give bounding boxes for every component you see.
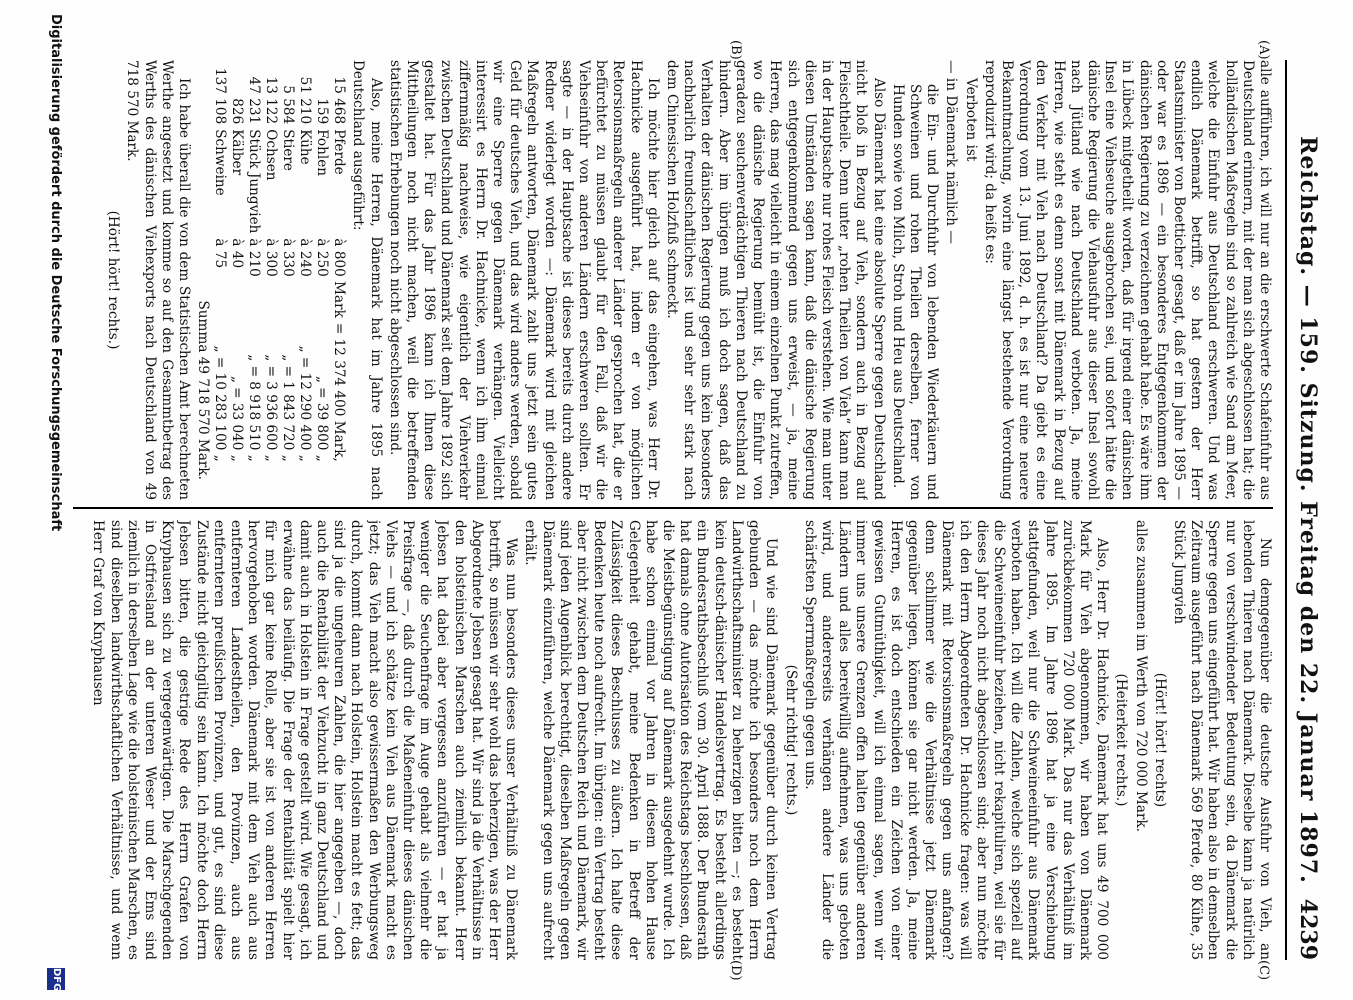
dfg-logo: DFG [47, 968, 65, 990]
livestock-item: Pferde [331, 129, 348, 175]
livestock-price: à 75 [212, 238, 229, 269]
table-row [330, 68, 347, 467]
livestock-item: Ochsen [263, 129, 280, 181]
table-row [296, 68, 313, 467]
reaction: (Hört! hört! rechts) [1151, 672, 1168, 808]
reaction: (Hört! hört! rechts.) [105, 210, 122, 350]
paragraph: — in Dänemark nämlich — [943, 60, 960, 244]
livestock-total: „ = 8 918 510 „ [246, 354, 263, 462]
livestock-total: „ = 12 290 400 „ [297, 345, 314, 462]
table-row [211, 68, 228, 467]
digitization-credit: Digitalisierung gefördert durch die Deutsche Forschungsgemeinschaft [48, 14, 63, 532]
livestock-price: à 300 [263, 238, 280, 277]
livestock-count: 47 231 [246, 76, 263, 125]
reaction: (Heiterkeit rechts.) [1113, 673, 1130, 807]
livestock-price: à 250 [314, 238, 331, 277]
livestock-count: 137 108 [212, 68, 229, 125]
paragraph: Ich habe überall die von dem Statistischen Amt berechneten Werthe angesetzt und komme so auf den Gesammtbetrag des Werths des dänischen Viehexports nach Deutschland von 49 718 570 Mark. [124, 60, 193, 500]
livestock-total: „ = 10 283 100 „ [212, 345, 229, 462]
margin-marker-c: (C) [1256, 960, 1271, 981]
livestock-item: Stück Jungvieh [246, 129, 263, 234]
column-rule [73, 507, 1273, 509]
table-row [245, 68, 262, 467]
livestock-price: à 40 [229, 238, 246, 269]
livestock-count: 51 210 [297, 76, 314, 125]
page-footer [41, 0, 63, 1000]
page-header [1285, 60, 1323, 960]
paragraph: Nun demgegenüber die deutsche Ausfuhr von Vieh, an lebenden Thieren nach Dänemark. Dieselbe kann ja natürlich nur von verschwindender Bedeutung sein, da Dänemark die Sperre gegen uns eingeführt hat. Wir haben also in demselben Zeitraum ausgeführt nach Dänemark 569 Pferde, 80 Kühe, 35 Stück Jungvieh [1170, 520, 1273, 960]
margin-marker-b: (B) [728, 40, 743, 60]
livestock-count: 5 584 [280, 85, 297, 125]
table-row [313, 68, 330, 467]
livestock-sum: Summa 49 718 570 Mark. [195, 300, 212, 480]
table-row [228, 68, 245, 467]
livestock-count: 826 [229, 98, 246, 125]
paragraph: alles zusammen im Werth von 720 000 Mark. [1132, 520, 1149, 833]
quotation: die Ein- und Durchfuhr von lebenden Wiederkäuern und Schweinen und rohen Theilen derselben, ferner von Hunden sowie von Milch, Stroh und Heu aus Deutschland. [889, 84, 941, 500]
livestock-count: 159 [314, 98, 331, 125]
livestock-price: à 210 [246, 238, 263, 277]
paragraph: Ich möchte hier gleich auf das eingehen, was Herr Dr. Hachnicke ausgeführt hat, indem er von möglichen Retorsionsmaßregeln anderer Länder gesprochen hat, die er befürchtet zu müssen glaubt für den Fall, daß wir die Viehseinfuhr von anderen Ländern erschweren sollten. Er sagte — in der Hauptsache ist dieses bereits durch andere Redner widerlegt worden —: Dänemark wird mit gleichen Maßregeln antworten, Dänemark zahlt uns jetzt sein gutes Geld für deutsches Vieh, und das wird anders werden, sobald wir eine Sperre gegen Dänemark verhängen. Vielleicht interessirt es Herrn Dr. Hachnicke, wenn ich ihm einmal ziffernmäßig nachweise, wie eigentlich der Viehverkehr zwischen Deutschland und Dänemark seit dem Jahre 1892 sich gestaltet hat. Für das Jahr 1896 kann ich Ihnen diese Mittheilungen noch nicht machen, weil die betreffenden statistischen Erhebungen noch nicht abgeschlossen sind. [386, 60, 661, 500]
livestock-item: Kälber [229, 129, 246, 176]
right-column [83, 520, 1273, 960]
livestock-item: Stiere [280, 129, 297, 171]
livestock-price: à 800 Mark [331, 238, 348, 318]
livestock-price: à 330 [280, 238, 297, 277]
table-row [279, 68, 296, 467]
margin-marker-d: (D) [728, 960, 743, 981]
livestock-total: „ = 39 800 „ [314, 375, 331, 462]
livestock-count: 15 468 [331, 76, 348, 125]
page-number: 4239 [1295, 898, 1321, 960]
paragraph: Also Dänemark hat eine absolute Sperre gegen Deutschland nicht bloß in Bezug auf Vieh, sondern auch in Bezug auf Fleischtheile. Denn unter „rohen Theilen von Vieh“ kann man in der Hauptsache nur rohes Fleisch verstehen. Wie man unter diesen Umständen sagen kann, daß die dänische Regierung sich entgegenkommend gegen uns erweist, — ja, meine Herren, das mag vielleicht in einem einzelnen Punkt zutreffen, wo die dänische Regierung bemüht ist, die Einfuhr von geradezu seuchenverdächtigen Thieren nach Deutschland zu hindern. Aber im übrigen muß ich doch sagen, daß das Verhalten der dänischen Regierung gegen uns kein besonders nachbarlich freundschaftliches ist und sehr sehr stark nach dem Chinesischen Holzfuß schmeckt. [664, 60, 887, 500]
livestock-total: „ = 3 936 600 „ [263, 354, 280, 462]
livestock-table [211, 68, 347, 467]
paragraph: Also, Herr Dr. Hachnicke, Dänemark hat uns 49 700 000 Mark für Vieh abgenommen, wir haben von Dänemark zurückbekommen 720 000 Mark. Das nur das Verhältniß im Jahre 1895. Im Jahre 1896 hat ja eine Verschiebung stattgefunden, weil nur die Schweineeinfuhr aus Dänemark verboten haben. Ich will die Zahlen, welche sich speziell auf die Schweineeinfuhr beziehen, nicht rekapituliren, weil sie für dieses Jahr noch nicht abgeschlossen sind; aber nun möchte ich den Herrn Abgeordneten Dr. Hachnicke fragen: was will Dänemark mit Retorsionsmaßregeln gegen uns anfangen? denn schlimmer wie die Verhältnisse jetzt Dänemark gegenüber liegen, können sie gar nicht werden. Ja, meine Herren, es ist doch entschieden ein Zeichen von einer gewissen Gutmüthigkeit, will ich einmal sagen, wenn wir immer uns unsere Grenzen offen halten gegenüber anderen Ländern und alles bereitwillig aufnehmen, was uns geboten wird, und andererseits verhängen andere Länder die schärfsten Sperrmaßregeln gegen uns. [801, 520, 1111, 960]
paragraph: Was nun besonders dieses unser Verhältniß zu Dänemark betrifft, so müssen wir sehr wohl das beherzigen, was der Herr Abgeordnete Jebsen gesagt hat. Wir sind ja die Verhältnisse in den holsteinischen Marschen auch ziemlich bekannt. Herr Jebsen hat dabei aber vergessen anzuführen — er hat ja weniger die Seuchenfrage im Auge gehabt als vielmehr die Preisfrage —, daß durch die Maßeneinfuhr dieses dänischen Viehs — und ich schätze kein Vieh aus Dänemark macht es jetzt; das Vieh macht also gewissermaßen den Werbungsweg durch, kommt dann nach Holstein, Holstein macht es fett; das sind ja die ungeheuren Zahlen, die hier angegeben —, doch auch die Rentabilität der Viehzucht in ganz Deutschland und damit auch in Holstein in Frage gestellt wird. Wie gesagt, ich erwähne das beiläufig. Die Frage der Rentabilität spielt hier für mich gar keine Rolle, aber sie ist von anderen Herren hervorgehoben worden. Dänemark mit dem Vieh auch aus entfernteren Landestheilen, den Provinzen, auch aus entfernteren preußischen Provinzen, und gut, es sind diese Zustände nicht gleichgiltig sein kann. Ich möchte doch Herrn Jebsen bitten, die gestrige Rede des Herrn Grafen von Knyphausen sich zu vergegenwärtigen. Die Marschgegenden in Ostfriesland an der unteren Weser und der Ems sind ziemlich in derselben Lage wie die holsteinischen Marschen, es sind dieselben landwirthschaftlichen Verhältnisse, und wenn Herr Graf von Knyphausen [90, 520, 520, 960]
running-head: Reichstag. — 159. Sitzung. Freitag den 22. Januar 1897. [1295, 136, 1321, 884]
paragraph: Also, meine Herren, Dänemark hat im Jahre 1895 nach Deutschland ausgeführt: [350, 60, 384, 500]
paragraph: Verboten ist [962, 78, 979, 162]
livestock-total: = 12 374 400 Mark, [331, 322, 348, 462]
livestock-count: 13 122 [263, 76, 280, 125]
paragraph: Und wie sind Dänemark gegenüber durch keinen Vertrag gebunden — das möchte ich besonders noch dem Herrn Landwirthschaftsminister zu beherzigen bitten —; es besteht kein deutsch-dänischer Handelsvertrag. Es besteht allerdings ein Bundesrathsbeschluß vom 30. April 1888. Der Bundesrath hat damals ohne Autorisation des Reichstags beschlossen, daß die Meistbegünstigung auf Dänemark ausgedehnt wurde. Ich habe schon einmal vor Jahren in diesem hohen Hause Gelegenheit gehabt, meine Bedenken in Betreff der Zulässigkeit dieses Beschlusses zu äußern. Ich halte diese Bedenken heute noch aufrecht. Im übrigen: ein Vertrag besteht aber nicht zwischen dem Deutschen Reich und Dänemark, wir sind jeden Augenblick berechtigt, dieselben Maßregeln gegen Dänemark einzuführen, welche Dänemark gegen uns aufrecht erhält. [522, 520, 780, 960]
livestock-price: à 240 [297, 238, 314, 277]
table-row [262, 68, 279, 467]
left-column [83, 60, 1273, 500]
livestock-item: Kühe [297, 129, 314, 165]
paragraph: alle aufführen, ich will nur an die erschwerte Schafeinfuhr aus Deutschland erinnern, mit der man sich abgeschlossen hat; die holländischen Maßregeln sind so zahlreich wie Sand am Meer, welche die Einfuhr aus Deutschland erschweren. Und was endlich Dänemark betrifft, so hat gestern der Herr Staatsminister von Boetticher gesagt, daß er im Jahre 1895 — oder war es 1896 — ein besonderes Entgegenkommen der dänischen Regierung zu verzeichnen gehabt habe. Es wäre ihm in Lübeck mitgetheilt worden, daß für irgend einer dänischen Insel eine Viehseuche ausgebrochen sei, und sofort hätte die dänische Regierung die Viehausfuhr aus dieser Insel sowohl nach Jütland wie nach Deutschland verboten. Ja, meine Herren, wie steht es denn sonst mit Dänemark in Bezug auf den Verkehr mit Vieh nach Deutschland? Da giebt es eine Verordnung vom 13. Juni 1892, d. h. es ist nur eine neuere Bekanntmachung, worin eine längst bestehende Verordnung reproduzirt wird; da heißt es: [981, 60, 1273, 500]
reaction: (Sehr richtig! rechts.) [782, 664, 799, 816]
livestock-item: Fohlen [314, 129, 331, 176]
margin-marker-a: (A) [1256, 40, 1271, 60]
livestock-item: Schweine [212, 129, 229, 196]
livestock-total: „ = 1 843 720 „ [280, 354, 297, 462]
livestock-total: „ = 33 040 „ [229, 375, 246, 462]
